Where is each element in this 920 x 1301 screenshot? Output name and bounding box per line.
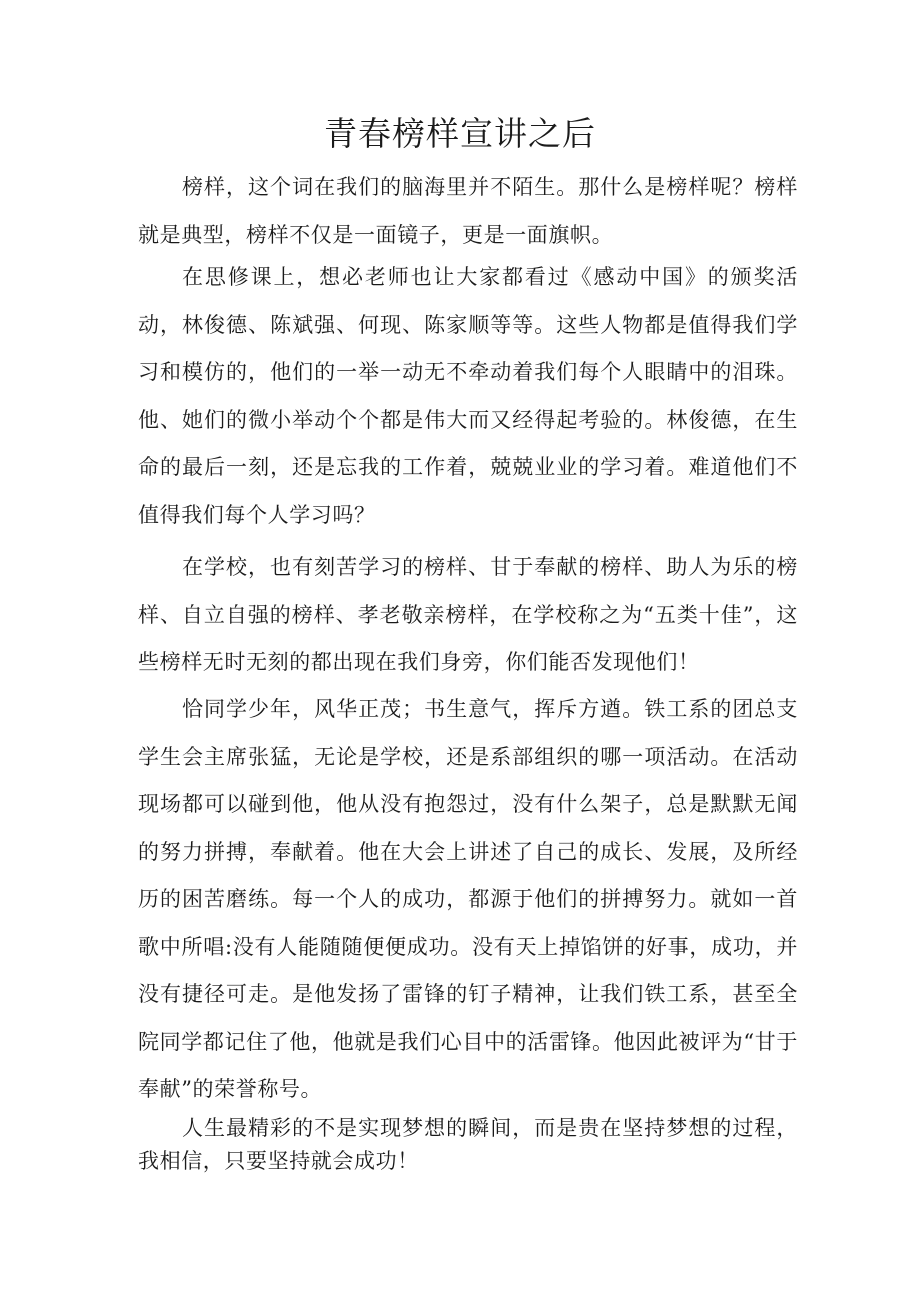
paragraph-touching-china: 在思修课上，想必老师也让大家都看过《感动中国》的颁奖活动，林俊德、陈斌强、何现、陈家顺等等。这些人物都是值得我们学习和模仿的，他们的一举一动无不牵动着我们每个人眼睛中的泪珠。他、她们的微小举动个个都是伟大而又经得起考验的。林俊德，在生命的最后一刻，还是忘我的工作着，兢兢业业的学习着。难道他们不值得我们每个人学习吗？ [138, 265, 798, 527]
document-title: 青春榜样宣讲之后 [324, 114, 596, 153]
paragraph-conclusion: 人生最精彩的不是实现梦想的瞬间，而是贵在坚持梦想的过程，我相信，只要坚持就会成功！ [138, 1116, 798, 1173]
paragraph-zhang-meng: 恰同学少年，风华正茂；书生意气，挥斥方遒。铁工系的团总支学生会主席张猛，无论是学校，还是系部组织的哪一项活动。在活动现场都可以碰到他，他从没有抱怨过，没有什么架子，总是默默无闻的努力拼搏，奉献着。他在大会上讲述了自己的成长、发展，及所经历的困苦磨练。每一个人的成功，都源于他们的拼搏努力。就如一首歌中所唱:没有人能随随便便成功。没有天上掉馅饼的好事，成功，并没有捷径可走。是他发扬了雷锋的钉子精神，让我们铁工系，甚至全院同学都记住了他，他就是我们心目中的活雷锋。他因此被评为“甘于奉献”的荣誉称号。 [138, 697, 798, 1101]
paragraph-school-models: 在学校，也有刻苦学习的榜样、甘于奉献的榜样、助人为乐的榜样、自立自强的榜样、孝老敬亲榜样，在学校称之为“五类十佳”，这些榜样无时无刻的都出现在我们身旁，你们能否发现他们！ [138, 555, 798, 674]
paragraph-intro: 榜样，这个词在我们的脑海里并不陌生。那什么是榜样呢？榜样就是典型，榜样不仅是一面镜子，更是一面旗帜。 [138, 175, 798, 247]
